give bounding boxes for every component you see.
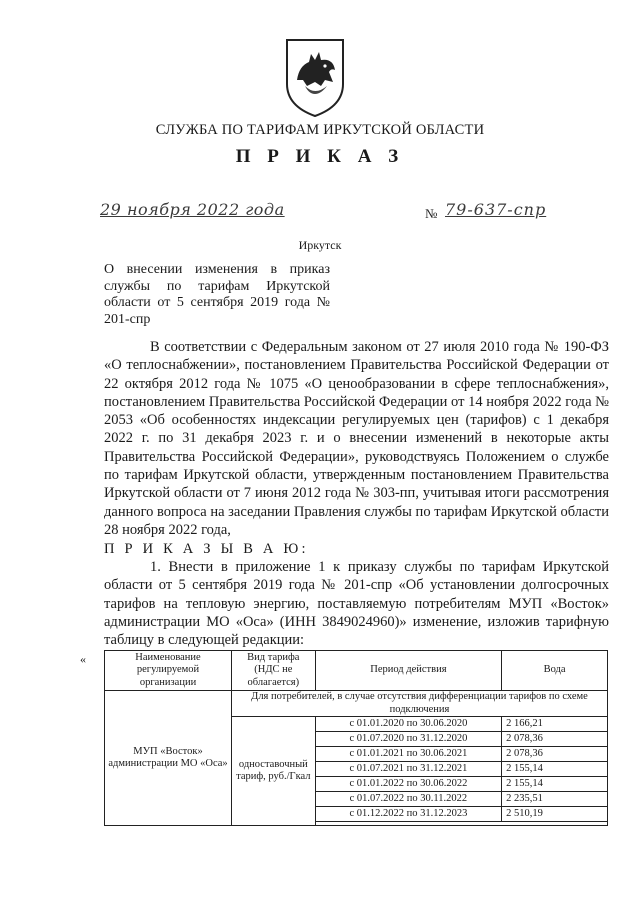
period-cell: с 01.01.2021 по 30.06.2021 [315, 747, 501, 762]
handwritten-date: 29 ноября 2022 года [100, 200, 285, 219]
header-period: Период действия [315, 651, 501, 691]
value-cell: 2 078,36 [502, 732, 608, 747]
value-cell: 2 510,19 [502, 807, 608, 822]
value-cell: 2 155,14 [502, 762, 608, 777]
value-cell: 2 078,36 [502, 747, 608, 762]
number-label: № [425, 206, 438, 221]
document-title: П Р И К А З [235, 146, 405, 167]
value-cell: 2 155,14 [502, 777, 608, 792]
value-cell: 2 166,21 [502, 717, 608, 732]
handwritten-order-number: 79-637-спр [445, 200, 547, 219]
period-cell: с 01.12.2022 по 31.12.2023 [315, 807, 501, 822]
order-item-1: 1. Внести в приложение 1 к приказу службы по тарифам Иркутской области от 5 сентября 2019 года № 201-спр «Об установлении долгосрочных тарифов на тепловую энергию, поставляемую потребителям МУП «Восток» администрации МО «Оса» (ИНН 3849024960)» изменение, изложив тарифную таблицу в следующей редакции: [104, 559, 609, 649]
coat-of-arms-emblem [281, 36, 349, 118]
opening-quote-mark: « [80, 652, 86, 666]
period-cell: с 01.07.2021 по 31.12.2021 [315, 762, 501, 777]
period-cell: с 01.01.2020 по 30.06.2020 [315, 717, 501, 732]
header-water: Вода [502, 651, 608, 691]
tariff-table [104, 650, 608, 826]
period-cell: с 01.01.2022 по 30.06.2022 [315, 777, 501, 792]
city-name: Иркутск [298, 238, 342, 252]
header-org: Наименование регулируемой организации [105, 651, 232, 691]
value-cell: 2 235,51 [502, 792, 608, 807]
tariff-type-cell: одноставочный тариф, руб./Гкал [232, 717, 316, 826]
order-heading: П Р И К А З Ы В А Ю: [104, 541, 309, 557]
period-cell: с 01.07.2020 по 31.12.2020 [315, 732, 501, 747]
preamble-paragraph: В соответствии с Федеральным законом от 27 июля 2010 года № 190-ФЗ «О теплоснабжении», постановлением Правительства Российской Федерации от 22 октября 2012 года № 1075 «О ценообразовании в сфере теплоснабжения», постановлением Правительства Российской Федерации от 14 ноября 2022 года № 2053 «Об особенностях индексации регулируемых цен (тарифов) с 1 декабря 2022 г. по 31 декабря 2023 г. и о внесении изменений в некоторые акты Правительства Российской Федерации», руководствуясь Положением о службе по тарифам Иркутской области, утвержденным постановлением Правительства Иркутской области от 7 июня 2012 года № 303-пп, учитывая итоги рассмотрения данного вопроса на заседании Правления службы по тарифам Иркутской области 28 ноября 2022 года, [104, 339, 609, 538]
period-cell: с 01.07.2022 по 30.11.2022 [315, 792, 501, 807]
agency-name: СЛУЖБА ПО ТАРИФАМ ИРКУТСКОЙ ОБЛАСТИ [155, 122, 485, 138]
consumer-note: Для потребителей, в случае отсутствия дифференциации тарифов по схеме подключения [232, 691, 608, 717]
organization-cell: МУП «Восток» администрации МО «Оса» [105, 691, 232, 826]
header-tariff-type: Вид тарифа (НДС не облагается) [232, 651, 316, 691]
order-subject: О внесении изменения в приказ службы по тарифам Иркутской области от 5 сентября 2019 года № 201-спр [104, 262, 330, 327]
